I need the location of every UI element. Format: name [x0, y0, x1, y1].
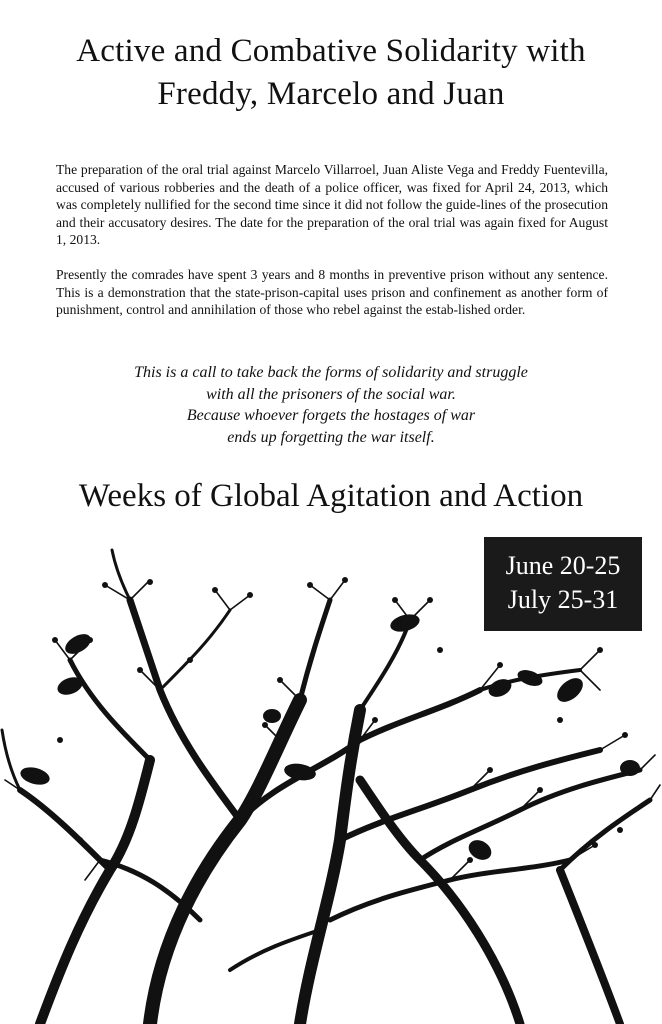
paragraph-trial: The preparation of the oral trial against Marcelo Villarroel, Juan Aliste Vega and Freddy Fuentevilla, accused of various robberies and the death of a police officer, was fixed for April 24, 2013, which was completely nullified for the second time since it did not follow the guide-lines of the prosecution and their accusatory desires. The date for the preparation of the oral trial was again fixed for August 1, 2013. [56, 162, 608, 248]
call-line-4: ends up forgetting the war itself. [227, 428, 435, 446]
body-text [56, 161, 608, 336]
title-line-2: Freddy, Marcelo and Juan [157, 76, 505, 112]
date-range-july: July 25-31 [507, 585, 619, 614]
event-heading: Weeks of Global Agitation and Action [78, 478, 584, 514]
title-line-1: Active and Combative Solidarity with [76, 33, 586, 69]
call-to-action [0, 362, 662, 448]
call-line-2: with all the prisoners of the social war. [206, 385, 456, 403]
paragraph-prison: Presently the comrades have spent 3 years and 8 months in preventive prison without any sentence. This is a demonstration that the state-prison-capital uses prison and confinement as another form of punishment, control and annihilation of those who rebel against the estab-lished order. [56, 266, 608, 318]
call-line-3: Because whoever forgets the hostages of war [186, 407, 476, 424]
call-line-1: This is a call to take back the forms of solidarity and struggle [134, 364, 528, 381]
dates-box [484, 537, 642, 631]
date-range-june: June 20-25 [505, 551, 621, 580]
poster-title [0, 30, 662, 116]
